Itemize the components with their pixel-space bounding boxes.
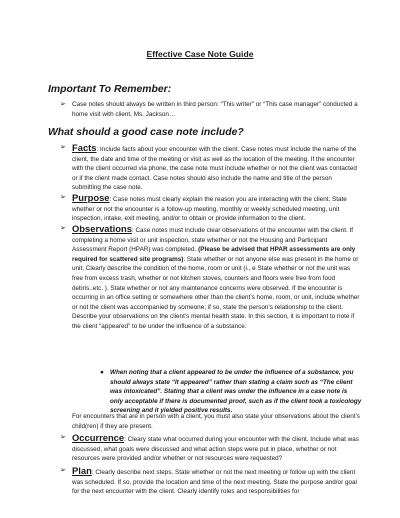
facts-term: Facts: [72, 142, 97, 153]
plan-text: : Clearly describe next steps. State whether or not the next meeting or follow up with the client was scheduled. If so, provide the location and time of the next meeting. State the purpose and/or goal for the next encounter with the client. Clearly identify roles and responsibilities for: [72, 469, 357, 496]
purpose-term: Purpose: [72, 192, 110, 203]
children-observation-text: For encounters that are in person with a client, you must also state your observations about the client’s child(ren) if they are present.: [72, 413, 360, 430]
arrow-bullet-icon: ➢: [60, 225, 66, 232]
children-observation-item: [72, 412, 362, 431]
list-item-purpose: [60, 193, 362, 224]
purpose-text: : Case notes must clearly explain the reason you are interacting with the client. State whether or not the encounter is a follow-up meeting, monthly or weekly scheduled meeting, unit inspection, intake, exit meeting, and/or to obtain or provide information to the client.: [72, 196, 347, 223]
round-bullet-icon: ●: [100, 369, 104, 376]
list-item-third-person: [60, 100, 362, 119]
observations-term: Observations: [72, 223, 132, 234]
purpose-paragraph: [72, 193, 362, 224]
arrow-bullet-icon: ➢: [60, 434, 66, 441]
section-heading-good-case-note: What should a good case note include?: [48, 127, 244, 138]
list-item-occurrence: [60, 433, 362, 464]
facts-paragraph: [72, 143, 362, 193]
arrow-bullet-icon: ➢: [60, 101, 66, 108]
third-person-text: Case notes should always be written in third person: “This writer” or “This case manager” conducted a home visit with client, Ms. Jackson…: [72, 101, 358, 118]
arrow-bullet-icon: ➢: [60, 467, 66, 474]
document-title: Effective Case Note Guide: [146, 49, 254, 59]
arrow-bullet-icon: ➢: [60, 194, 66, 201]
occurrence-term: Occurrence: [72, 432, 125, 443]
list-item-facts: [60, 143, 362, 193]
arrow-bullet-icon: ➢: [60, 144, 66, 151]
observations-hpar-note: (Please be advised that HPAR assessments are only required for scattered site programs): [72, 246, 356, 263]
observations-paragraph: [72, 224, 362, 332]
plan-term: Plan: [72, 465, 92, 476]
list-item-observations: [60, 224, 362, 332]
occurrence-text: : Cleary state what occurred during your encounter with the client. Include what was discussed, what goals were discussed and what action steps were put in place, whether or not resources were provided and/or whether or not resources were requested?: [72, 436, 359, 463]
observations-text-2: . State whether or not anyone else was present in the home or unit. Clearly describe the condition of the home, room or unit (i., e State whether or not the unit was free from excess trash, whether or not kitchen stoves, counters and floors were free from food debris..etc. ). State whether or not any maintenance concerns were observed. If the encounter is occurring in an office setting or somewhere other than the client’s home, room, or unit, include whether or not the client was accompanied by someone; if so, state the person’s relationship to the client. Describe your observations on the client’s mental health state. In this section, it is important to note if the client “appeared” to be under the influence of a substance.: [72, 255, 360, 330]
substance-note-item: [100, 368, 362, 416]
section-heading-important: Important To Remember:: [48, 84, 172, 95]
plan-paragraph: [72, 466, 362, 497]
occurrence-paragraph: [72, 433, 362, 464]
observations-text-1: : Case notes must include clear observations of the encounter with the client. If completing a home visit or unit inspection, state whether or not the Housing and Participant Assessment Report (HPAR) was completed.: [72, 227, 354, 254]
substance-note-text: When noting that a client appeared to be under the influence of a substance, you should always state “It appeared” rather than stating a claim such as “The client was intoxicated”. Stating that a client was under the influence in a case note is only acceptable if there is documented proof, such as if the client took a toxicology screening and it yielded positive results.: [110, 369, 362, 415]
facts-text: : Include facts about your encounter with the client. Case notes must include the name of the client, the date and time of the meeting or visit as well as the location of the meeting. If the encounter with the client occurred via phone, the case note must include whether or not the client was contacted or if the client made contact. Case notes should also include the name and title of the person submitting the case note.: [72, 146, 357, 192]
list-item-plan: [60, 466, 362, 497]
